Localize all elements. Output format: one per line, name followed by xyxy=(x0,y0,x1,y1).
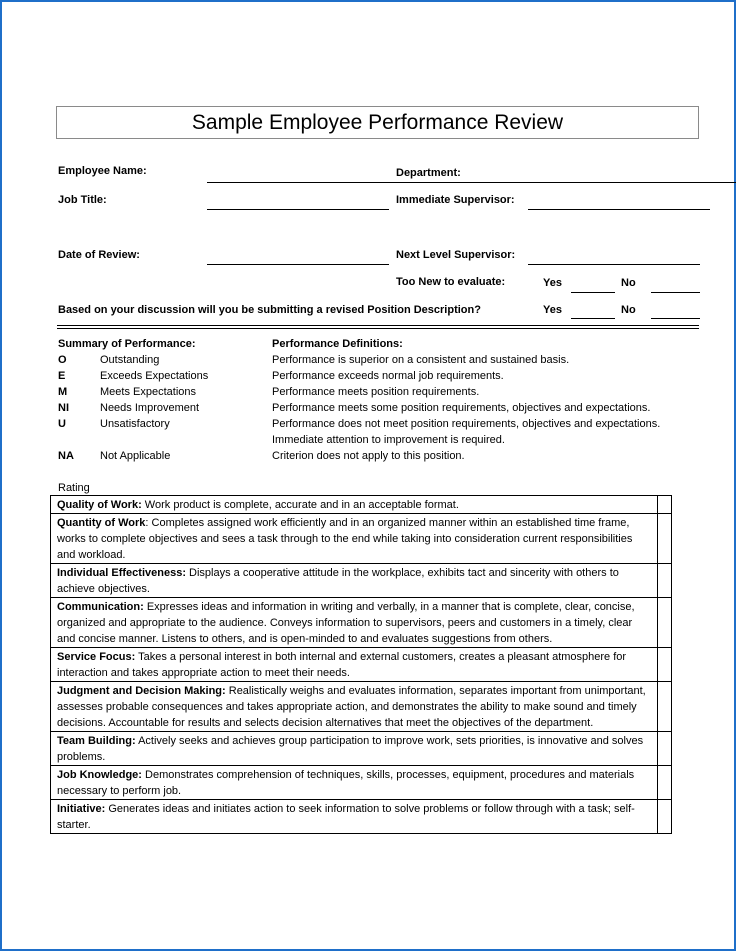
rating-box[interactable] xyxy=(658,564,672,598)
table-row xyxy=(51,732,672,766)
criterion-text: Displays a cooperative attitude in the workplace, exhibits tact and sincerity with others to achieve objectives. xyxy=(57,567,619,595)
revised-yes-label: Yes xyxy=(543,304,562,316)
too-new-no-line[interactable] xyxy=(651,292,700,293)
summary-label: Unsatisfactory xyxy=(100,418,170,430)
too-new-yes-label: Yes xyxy=(543,277,562,289)
criterion-cell xyxy=(51,800,658,834)
section-divider xyxy=(57,325,699,329)
table-row xyxy=(51,682,672,732)
summary-label: Not Applicable xyxy=(100,450,171,462)
too-new-label: Too New to evaluate: xyxy=(396,276,506,288)
summary-code: O xyxy=(58,354,67,366)
summary-code: U xyxy=(58,418,66,430)
criterion-text: : Completes assigned work efficiently and in an organized manner within an established time frame, works to complete objectives and sees a task through to the end while taking into consideration current responsibilities and workload. xyxy=(57,517,633,561)
department-label: Department: xyxy=(396,167,461,179)
criterion-name: Quantity of Work xyxy=(57,517,146,529)
revised-yes-line[interactable] xyxy=(571,318,615,319)
summary-definition: Performance meets some position requirements, objectives and expectations. xyxy=(272,402,651,414)
immediate-supervisor-label: Immediate Supervisor: xyxy=(396,194,515,206)
rating-heading: Rating xyxy=(58,482,90,494)
criterion-name: Job Knowledge: xyxy=(57,769,142,781)
next-level-supervisor-line[interactable] xyxy=(528,264,700,265)
criterion-cell xyxy=(51,766,658,800)
revised-no-label: No xyxy=(621,304,636,316)
table-row xyxy=(51,648,672,682)
table-row xyxy=(51,514,672,564)
summary-definition: Performance meets position requirements. xyxy=(272,386,480,398)
criterion-text: Demonstrates comprehension of techniques, skills, processes, equipment, procedures and materials necessary to perform job. xyxy=(57,769,635,797)
criterion-text: Work product is complete, accurate and in an acceptable format. xyxy=(141,499,459,511)
criterion-text: Expresses ideas and information in writing and verbally, in a manner that is complete, clear, concise, organized and appropriate to the audience. Conveys information to supervisors, peers and customers in a timely, clear and concise manner. Listens to others, and is open-minded to and evaluates suggestions from others. xyxy=(57,601,635,645)
table-row xyxy=(51,800,672,834)
summary-label: Exceeds Expectations xyxy=(100,370,209,382)
employee-name-label: Employee Name: xyxy=(58,165,147,177)
definitions-heading: Performance Definitions: xyxy=(272,338,403,350)
criterion-name: Initiative: xyxy=(57,803,106,815)
summary-code: E xyxy=(58,370,66,382)
employee-name-line[interactable] xyxy=(207,182,736,183)
criterion-name: Judgment and Decision Making: xyxy=(57,685,226,697)
criterion-text: Realistically weighs and evaluates information, separates important from unimportant, assesses probable consequences and takes appropriate action, and demonstrates the ability to make sound and timely decisions. Accountable for results and selects decision alternatives that meet the objectives of the department. xyxy=(57,685,646,729)
rating-box[interactable] xyxy=(658,682,672,732)
summary-code: NA xyxy=(58,450,74,462)
summary-definition: Performance does not meet position requirements, objectives and expectations. xyxy=(272,418,661,430)
criterion-cell xyxy=(51,564,658,598)
date-of-review-label: Date of Review: xyxy=(58,249,140,261)
criterion-cell xyxy=(51,514,658,564)
table-row xyxy=(51,496,672,514)
criterion-name: Quality of Work: xyxy=(57,499,142,511)
too-new-no-label: No xyxy=(621,277,636,289)
rating-box[interactable] xyxy=(658,732,672,766)
criterion-name: Service Focus: xyxy=(57,651,136,663)
table-row xyxy=(51,598,672,648)
job-title-label: Job Title: xyxy=(58,194,107,206)
too-new-yes-line[interactable] xyxy=(571,292,615,293)
revised-pd-question: Based on your discussion will you be submitting a revised Position Description? xyxy=(58,304,481,316)
criterion-name: Communication: xyxy=(57,601,144,613)
criterion-text: Actively seeks and achieves group participation to improve work, sets priorities, is innovative and solves problems. xyxy=(57,735,644,763)
next-level-supervisor-label: Next Level Supervisor: xyxy=(396,249,516,261)
criterion-text: Generates ideas and initiates action to seek information to solve problems or follow through with a task; self-starter. xyxy=(57,803,635,831)
summary-code: M xyxy=(58,386,68,398)
summary-label: Meets Expectations xyxy=(100,386,196,398)
summary-definition: Performance is superior on a consistent and sustained basis. xyxy=(272,354,570,366)
summary-label: Outstanding xyxy=(100,354,160,366)
criterion-cell xyxy=(51,496,658,514)
summary-label: Needs Improvement xyxy=(100,402,200,414)
table-row xyxy=(51,766,672,800)
rating-table xyxy=(50,495,672,834)
rating-box[interactable] xyxy=(658,800,672,834)
criterion-cell xyxy=(51,732,658,766)
revised-no-line[interactable] xyxy=(651,318,700,319)
rating-box[interactable] xyxy=(658,598,672,648)
date-of-review-line[interactable] xyxy=(207,264,389,265)
table-row xyxy=(51,564,672,598)
rating-box[interactable] xyxy=(658,496,672,514)
criterion-name: Individual Effectiveness: xyxy=(57,567,186,579)
summary-definition: Performance exceeds normal job requirements. xyxy=(272,370,504,382)
job-title-line[interactable] xyxy=(207,209,389,210)
rating-box[interactable] xyxy=(658,766,672,800)
criterion-name: Team Building: xyxy=(57,735,136,747)
criterion-cell xyxy=(51,648,658,682)
summary-heading: Summary of Performance: xyxy=(58,338,196,350)
summary-code: NI xyxy=(58,402,69,414)
summary-definition-continued: Immediate attention to improvement is required. xyxy=(272,434,505,446)
summary-definition: Criterion does not apply to this position. xyxy=(272,450,465,462)
immediate-supervisor-line[interactable] xyxy=(528,209,710,210)
criterion-cell xyxy=(51,682,658,732)
rating-box[interactable] xyxy=(658,514,672,564)
criterion-text: Takes a personal interest in both internal and external customers, creates a pleasant atmosphere for interaction and takes appropriate action to meet their needs. xyxy=(57,651,627,679)
rating-box[interactable] xyxy=(658,648,672,682)
document-title: Sample Employee Performance Review xyxy=(56,106,699,139)
criterion-cell xyxy=(51,598,658,648)
